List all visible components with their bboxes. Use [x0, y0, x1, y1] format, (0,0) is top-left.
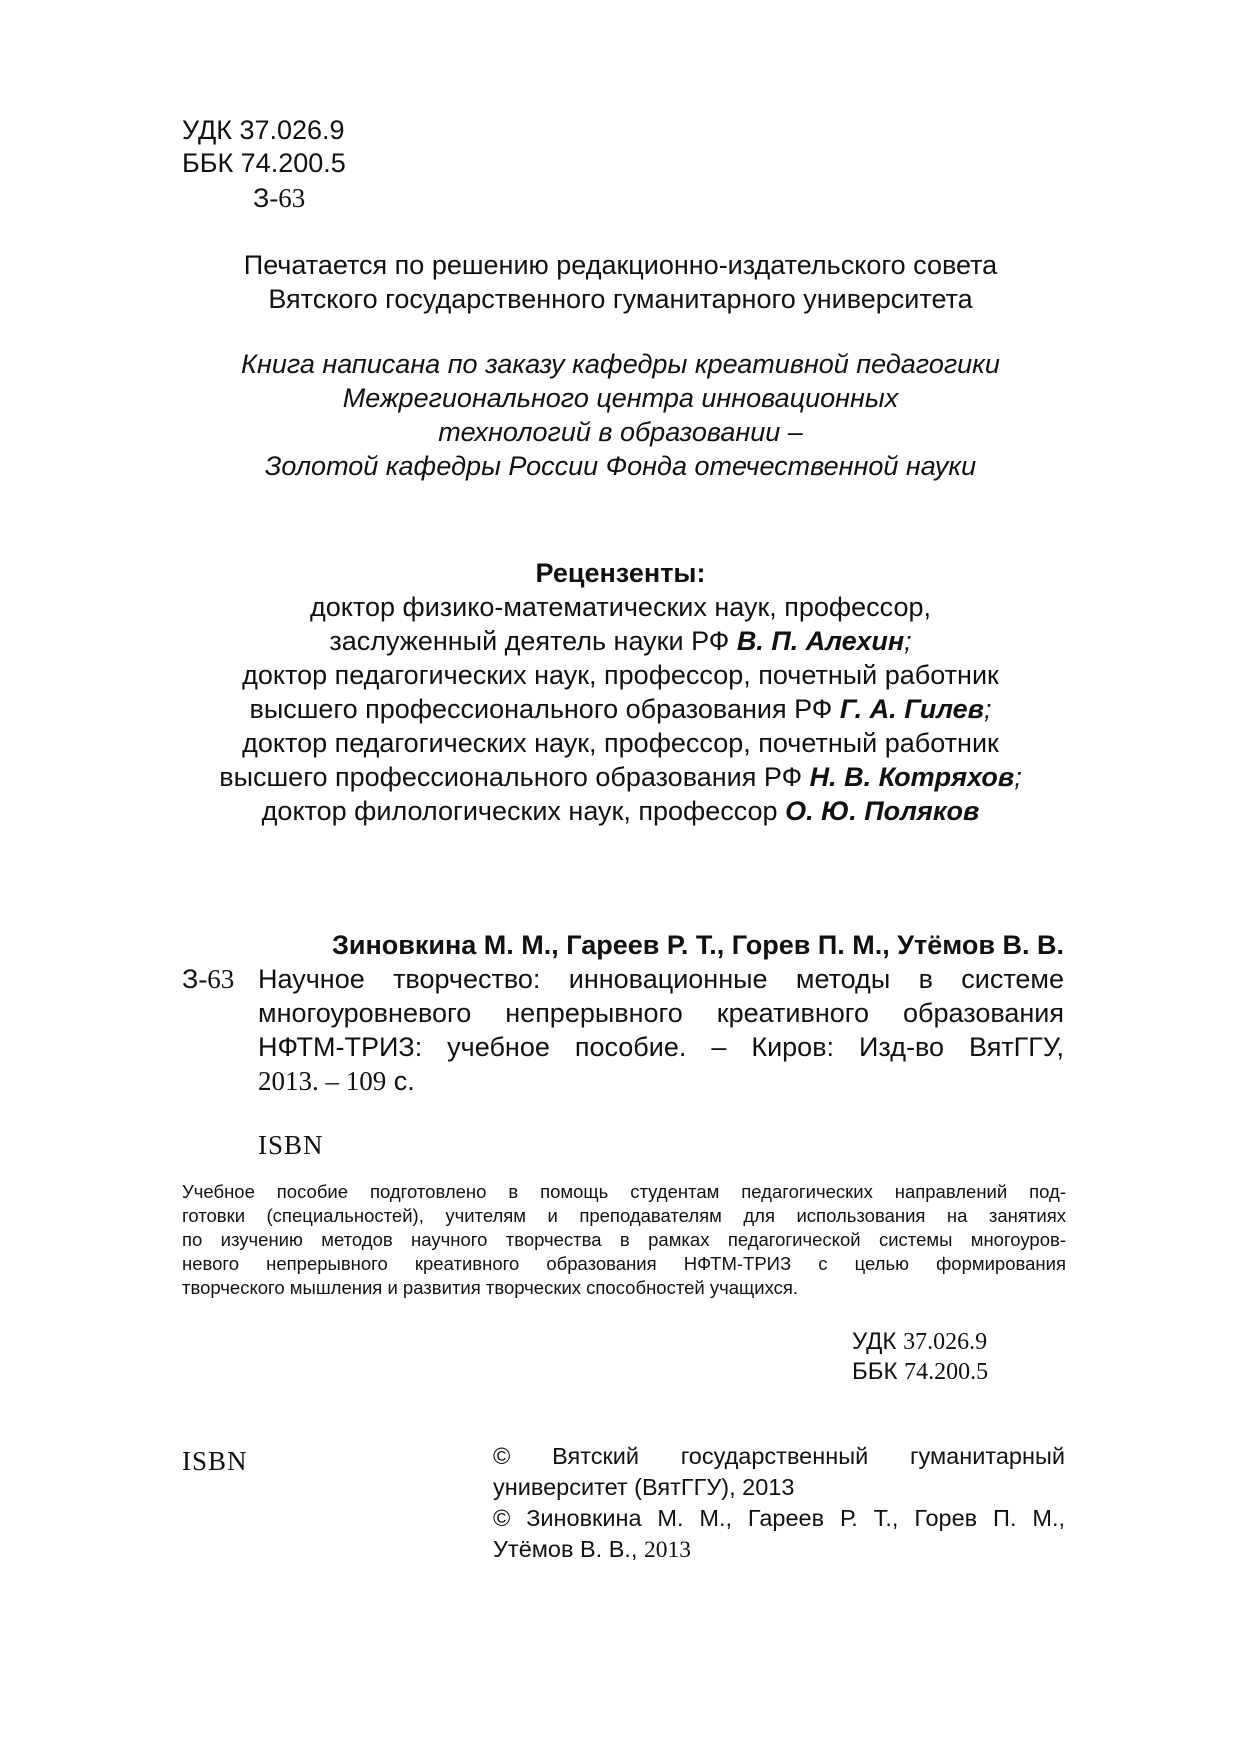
author-mark-letter: З	[253, 183, 270, 213]
reviewer-name: Н. В. Котряхов	[809, 762, 1015, 792]
reviewer-line: доктор физико-математических наук, профессор,	[310, 592, 931, 622]
reviewer-title: высшего профессионального образования РФ	[249, 694, 840, 724]
annotation-line: Учебное пособие подготовлено в помощь студентам педагогических направлений под-	[182, 1181, 1066, 1202]
imprint-line: Печатается по решению редакционно-издательского совета	[243, 250, 998, 280]
pages-suffix: с.	[386, 1066, 415, 1096]
index-udk	[852, 1326, 987, 1358]
copyright-year: 2013	[644, 1537, 691, 1563]
index-bbk-value: 74.200.5	[904, 1359, 989, 1385]
commission-line: Книга написана по заказу кафедры креативной педагогики	[241, 349, 1000, 379]
description-line: НФТМ-ТРИЗ: учебное пособие. – Киров: Изд-во ВятГГУ,	[258, 1032, 1064, 1062]
description-line: многоуровневого непрерывного креативного образования	[258, 998, 1064, 1028]
reviewer-line	[0, 692, 1241, 726]
udk-code: УДК 37.026.9	[182, 115, 345, 145]
description-line: Научное творчество: инновационные методы в системе	[258, 964, 1064, 994]
reviewers-heading: Рецензенты:	[535, 558, 706, 588]
reviewers-block	[0, 556, 1241, 828]
authors-line: Зиновкина М. М., Гареев Р. Т., Горев П. М., Утёмов В. В.	[331, 930, 1064, 960]
reviewer-line: доктор педагогических наук, профессор, почетный работник	[242, 728, 999, 758]
isbn-label: ISBN	[258, 1130, 324, 1160]
reviewer-title: высшего профессионального образования РФ	[219, 762, 810, 792]
commission-line: Золотой кафедры России Фонда отечественной науки	[264, 451, 977, 481]
copyright-line: © Вятский государственный гуманитарный	[493, 1443, 1065, 1469]
index-bbk	[852, 1356, 988, 1388]
reviewer-line	[0, 624, 1241, 658]
imprint-line: Вятского государственного гуманитарного университета	[268, 284, 973, 314]
copyright-authors: Утёмов В. В.,	[493, 1536, 644, 1562]
reviewer-name: Г. А. Гилев	[839, 694, 984, 724]
description-line	[258, 1064, 1064, 1098]
commission-line: Межрегионального центра инновационных	[342, 383, 899, 413]
reviewer-name: О. Ю. Поляков	[785, 796, 980, 826]
call-digits: -63	[198, 964, 235, 994]
copyright-line	[493, 1534, 1065, 1566]
copyright-block	[493, 1441, 1065, 1566]
reviewer-name: В. П. Алехин	[736, 626, 905, 656]
copyright-line: © Зиновкина М. М., Гареев Р. Т., Горев П. М.,	[493, 1505, 1065, 1531]
index-udk-value: 37.026.9	[903, 1329, 988, 1355]
copyright-line: университет (ВятГГУ), 2013	[493, 1474, 795, 1500]
commission-line: технологий в образовании –	[438, 417, 803, 447]
annotation-line: невого непрерывного креативного образования НФТМ-ТРИЗ с целью формирования	[182, 1253, 1066, 1274]
index-udk-label: УДК	[852, 1328, 904, 1355]
index-bbk-label: ББК	[852, 1358, 905, 1385]
bibliographic-record	[258, 928, 1064, 1162]
imprint-notice	[0, 248, 1241, 316]
author-mark-number: -63	[269, 183, 306, 213]
annotation-line: творческого мышления и развития творческих способностей учащихся.	[182, 1277, 799, 1298]
call-letter: З	[182, 964, 199, 994]
reviewer-separator: ;	[984, 694, 992, 724]
reviewer-title: доктор филологических наук, профессор	[261, 796, 786, 826]
annotation	[182, 1180, 1066, 1300]
reviewer-title: заслуженный деятель науки РФ	[329, 626, 737, 656]
commission-notice	[0, 347, 1241, 483]
annotation-line: по изучению методов научного творчества в рамках педагогической системы многоуров-	[182, 1229, 1066, 1250]
bbk-code: ББК 74.200.5	[182, 148, 346, 178]
author-mark	[253, 181, 305, 215]
footer-isbn: ISBN	[182, 1446, 248, 1476]
publication-year: 2013. – 109	[258, 1066, 387, 1096]
reviewer-separator: ;	[904, 626, 912, 656]
reviewer-line: доктор педагогических наук, профессор, почетный работник	[242, 660, 999, 690]
annotation-line: готовки (специальностей), учителям и преподавателям для использования на занятиях	[182, 1205, 1066, 1226]
reviewer-line	[0, 760, 1241, 794]
reviewer-separator: ;	[1014, 762, 1022, 792]
reviewer-line	[0, 794, 1241, 828]
call-number	[182, 962, 234, 996]
